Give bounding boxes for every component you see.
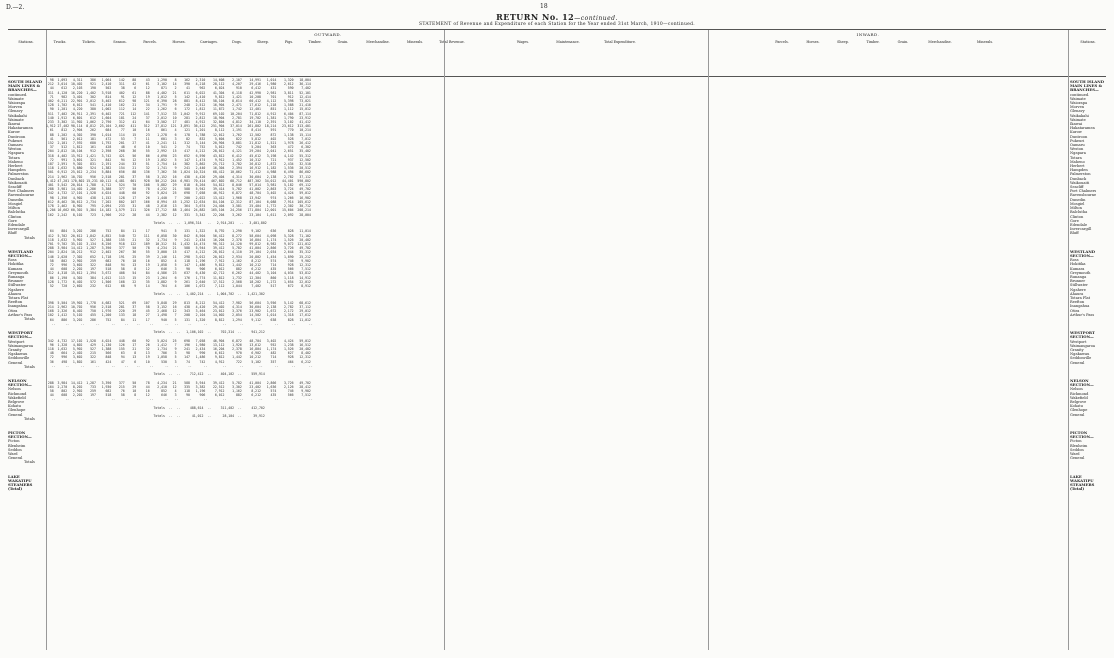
section-title: PICTON SECTION— (8, 430, 32, 440)
col-total-expenditure: Total Expenditure. (604, 40, 636, 44)
station-name: Palmerston (1070, 172, 1091, 177)
station-name: Arthur's Pass (1070, 312, 1095, 317)
station-name: Blenheim (8, 443, 26, 448)
col-total-revenue: Total Revenue. (439, 40, 465, 44)
station-name: Nelson (8, 387, 21, 392)
station-name: Waimate (8, 96, 24, 101)
station-name: Otira (1070, 308, 1080, 313)
station-name: Waikouaiti (8, 180, 28, 185)
station-name: Seddonville (1070, 356, 1092, 361)
section-title: NELSON SECTION— (1070, 378, 1094, 388)
station-name: Ikawai (1070, 122, 1083, 127)
section-title: WESTPORT SECTION— (1070, 330, 1095, 340)
station-name: Waikouaiti (1070, 180, 1090, 185)
station-name: General (8, 456, 23, 461)
station-name: Reefton (1070, 300, 1085, 305)
station-name: General (1070, 412, 1085, 417)
col-merchandise: Merchandise. (366, 40, 390, 44)
station-name: Dunback (1070, 176, 1087, 181)
station-name: General (8, 412, 23, 417)
spacer (1070, 417, 1106, 421)
station-name: Granity (8, 347, 22, 352)
station-name: Blenheim (1070, 443, 1088, 448)
col-stations-left: Stations. (18, 40, 34, 44)
station-name: Brunner (1070, 279, 1086, 284)
table-header (8, 30, 1106, 77)
col-parcels: Parcels. (143, 40, 157, 44)
section-total-label: Totals (24, 416, 35, 421)
station-name: Gore (8, 218, 17, 223)
section-title: SOUTH ISLAND MAIN LINES & BRANCHES— (8, 79, 42, 93)
section-total-label: Totals (24, 364, 35, 369)
station-name: Nelson (1070, 387, 1083, 392)
section-total-label: Totals (24, 316, 35, 321)
station-name: Glenavy (8, 109, 23, 114)
station-name: Mosgiel (1070, 201, 1085, 206)
station-name: Waiorapa (1070, 101, 1088, 106)
station-name: Ngapara (1070, 151, 1086, 156)
station-name: Glenhope (8, 408, 26, 413)
station-name: Brunner (8, 279, 24, 284)
table-body-figures: 98 1,093 4,311 386 1,064 142 88 43 1,290 8 162 2,310 14,608 2,107 14,991 1,014 1,320 18,004 212 3,014 10,402 921 2,410 311 42 61 3,102 14 390 4,218 28,112 4,207 29,416 1,980 2,612 36,114 44 612 2,103 190 502 38 6 12 871 2 41 962 6,024 910 6,412 431 590 7,402 311 4,120 16,220 1,402 3,918 402 61 88 4,402 21 611 6,022 41,304 6,118 42,990 2,981 3,811 52,101 71 982 3,401 302 814 91 12 19 1,012 5 142 1,410 9,812 1,421 10,208 701 912 12,414 402 6,211 22,901 2,012 5,402 612 98 121 6,390 28 881 8,412 58,104 8,614 60,412 4,112 5,398 73,021 128 1,702 6,012 541 1,410 162 21 34 1,791 9 248 2,512 16,904 2,471 17,612 1,218 1,588 21,410 90 1,201 4,220 380 1,002 112 14 22 1,262 6 172 1,812 11,872 1,742 12,401 851 1,112 15,012 511 7,402 26,911 2,391 6,402 721 112 141 7,512 33 1,042 9,912 69,102 10,204 71,812 4,912 6,404 87,114 140 1,912 6,801 612 1,604 181 24 37 2,012 10 281 2,812 18,904 2,781 19,702 1,381 1,790 23,912 233 3,302 11,902 1,062 2,790 312 41 64 3,502 17 481 4,912 32,804 4,812 34,110 2,391 3,102 41,412 1,912 27,402 98,114 8,812 23,104 2,602 411 512 27,812 121 3,891 36,412 251,904 37,014 261,802 18,214 23,612 313,401 61 812 2,904 262 684 77 10 16 861 4 121 1,201 8,112 1,191 8,414 591 770 10,214 88 1,202 4,302 390 1,014 114 15 23 1,278 6 178 1,788 12,012 1,762 12,502 872 1,138 15,114 41 561 2,012 181 472 53 7 11 601 3 82 832 5,604 822 5,812 402 528 7,012 152 2,101 7,592 680 1,792 201 27 41 2,241 11 312 3,144 20,904 3,081 21,812 1,521 1,978 26,412 37 512 1,812 161 428 48 6 10 541 2 74 752 5,012 742 5,204 363 472 6,302 204 2,812 10,104 912 2,398 268 36 55 2,992 15 417 4,212 28,012 4,121 29,204 2,041 2,651 35,402 318 4,402 15,912 1,421 3,742 421 56 86 4,690 23 652 6,590 43,812 6,412 45,612 3,198 4,142 55,312 72 991 3,601 321 842 94 12 19 1,052 5 147 1,474 9,912 1,452 10,312 721 937 12,502 187 2,591 9,302 831 2,191 244 33 51 2,754 14 382 3,862 25,712 3,782 26,812 1,872 2,434 32,510 118 1,632 5,880 524 1,382 154 21 32 1,741 9 241 2,440 16,304 2,394 16,912 1,182 1,536 20,512 501 6,912 25,012 2,234 5,884 656 88 136 7,362 36 1,024 10,324 68,412 10,062 71,412 4,988 6,494 86,602 214 2,962 10,702 956 2,518 281 37 58 3,152 16 438 4,420 29,404 4,314 30,604 2,138 2,782 37,112 3,412 47,201 170,802 15,231 40,112 4,481 601 928 50,212 244 6,981 70,414 467,802 68,712 487,302 34,012 44,401 590,802 401 5,542 20,014 1,788 4,712 524 70 108 5,882 29 818 8,264 54,812 8,046 57,014 3,981 5,182 69,112 288 3,981 14,402 1,286 3,388 377 50 78 4,232 21 588 5,942 39,414 5,782 41,002 2,863 3,724 49,702 342 4,732 17,101 1,528 4,024 448 60 92 5,024 25 698 7,058 46,912 6,872 48,704 3,402 4,424 59,012 98 1,356 4,902 438 1,152 128 17 26 1,440 7 200 2,022 13,412 1,968 13,942 974 1,266 16,902 612 8,462 30,612 2,734 7,202 802 107 166 8,994 45 1,252 12,634 84,104 12,312 87,104 6,088 7,914 105,612 178 2,462 8,902 795 2,094 233 31 48 2,616 13 364 3,674 24,404 3,581 25,404 1,772 2,302 30,712 1,204 16,662 60,302 5,384 14,182 1,579 211 326 17,712 88 2,464 24,882 165,104 24,256 171,804 12,001 15,604 208,214 162 2,242 8,102 723 1,906 212 28 44 2,382 12 331 3,342 22,204 3,262 23,104 1,611 2,092 28,004 Totals .. .. 1,096,314 .. 2,914,201 .. 3,401,802 64 884 3,202 286 752 84 11 17 941 5 131 1,322 8,792 1,290 9,102 636 828 11,014 412 5,702 20,612 1,842 4,852 540 72 111 6,058 30 842 8,504 56,412 8,272 58,604 4,098 5,328 71,102 118 1,632 5,902 527 1,388 155 21 32 1,734 9 241 2,434 16,204 2,378 16,804 1,174 1,526 20,402 701 9,702 35,102 3,134 8,256 918 122 189 10,312 51 1,432 14,474 96,312 14,120 99,812 6,982 9,072 121,012 288 3,984 14,412 1,287 3,390 377 50 78 4,234 21 588 5,944 39,412 5,782 41,004 2,866 3,726 49,702 204 2,824 10,212 912 2,402 267 36 55 3,000 15 417 4,212 28,012 4,110 29,104 2,034 2,644 35,312 146 2,020 7,302 652 1,718 191 25 39 2,146 11 298 3,012 20,012 2,934 20,802 1,454 1,890 25,212 58 802 2,902 259 682 76 10 16 852 4 118 1,196 7,912 1,162 8,212 574 746 9,902 72 996 3,602 322 848 94 13 19 1,058 5 147 1,486 9,812 1,442 10,212 714 928 12,312 44 608 2,202 197 518 58 8 12 646 3 90 906 6,012 882 6,212 435 566 7,512 312 4,318 15,612 1,394 3,672 408 54 84 4,586 23 637 6,430 42,712 6,262 44,402 3,104 4,034 53,812 86 1,190 4,302 384 1,012 113 15 23 1,264 6 176 1,774 11,812 1,732 12,304 860 1,118 14,912 128 1,772 6,402 572 1,506 168 22 35 1,882 9 261 2,640 17,512 2,568 18,202 1,272 1,654 22,012 52 720 2,602 232 612 68 9 14 764 4 106 1,072 7,112 1,044 7,402 517 672 8,912 Totals .. .. 1,402,214 .. 1,004,702 .. 1,421,302 398 5,504 19,902 1,778 4,682 521 69 107 5,848 29 813 8,212 54,412 7,982 56,604 3,956 5,142 68,612 214 2,962 10,702 956 2,518 281 37 58 3,152 16 438 4,420 29,402 4,314 30,604 2,138 2,782 37,112 168 2,326 8,402 750 1,976 220 29 45 2,468 12 343 3,464 23,012 3,376 23,902 1,672 2,172 29,012 102 1,412 5,102 455 1,200 133 18 27 1,498 7 208 2,104 14,002 2,054 14,502 1,014 1,318 17,612 64 886 3,202 286 752 84 11 17 940 5 131 1,320 8,812 1,294 9,112 638 828 11,012 .. .. .. .. .. .. .. .. .. .. .. .. .. .. .. .. .. .. Totals .. .. 1,106,102 .. 702,314 .. 941,212 342 4,732 17,102 1,528 4,024 448 60 92 5,024 25 698 7,058 46,904 6,872 48,704 3,402 4,424 59,012 96 1,328 4,802 429 1,130 126 17 26 1,412 7 196 1,980 13,112 1,926 13,612 952 1,238 16,512 118 1,632 5,902 527 1,388 155 21 32 1,734 9 241 2,434 16,204 2,378 16,804 1,174 1,526 20,402 48 664 2,402 215 566 63 8 13 706 3 98 990 6,612 970 6,902 482 627 8,402 72 996 3,602 322 848 94 13 19 1,058 5 147 1,486 9,812 1,442 10,212 714 928 12,312 36 498 1,802 161 424 47 6 10 530 3 74 742 4,912 722 5,102 357 464 6,212 .. .. .. .. .. .. .. .. .. .. .. .. .. .. .. .. .. .. Totals .. .. 712,412 .. 404,102 .. 559,914 288 3,984 14,412 1,287 3,390 377 50 78 4,234 21 588 5,944 39,412 5,782 41,004 2,866 3,726 49,702 164 2,270 8,202 733 1,930 215 29 44 2,410 12 335 3,382 22,512 3,302 23,402 1,636 2,126 28,412 58 802 2,902 259 682 76 10 16 852 4 118 1,196 7,912 1,162 8,212 574 746 9,902 44 608 2,202 197 518 58 8 12 646 3 90 906 6,012 882 6,212 435 566 7,512 .. .. .. .. .. .. .. .. .. .. .. .. .. .. .. .. .. .. Totals .. .. 488,614 .. 311,402 .. 412,702 Totals .. .. 41,012 .. 28,104 .. 39,912 (46, 78, 313, 419)
station-name: Milton (1070, 206, 1082, 211)
station-name: Invercargill (8, 227, 30, 232)
station-name: Hokitika (1070, 262, 1086, 267)
station-name: Ward (8, 452, 18, 457)
station-name: Totara Flat (8, 295, 29, 300)
station-name: continued. (8, 92, 28, 97)
spacer (1070, 365, 1106, 369)
station-name: Waimangaroa (1070, 343, 1096, 348)
return-title-continued: —continued. (574, 15, 618, 22)
station-name: Kohatu (1070, 404, 1083, 409)
station-name: Westport (1070, 339, 1087, 344)
station-name: Seddonville (8, 356, 30, 361)
station-name: Clinton (8, 214, 22, 219)
station-name: Duntroon (1070, 134, 1088, 139)
col-in-timber: Timber. (866, 40, 880, 44)
station-name: Seddon (8, 447, 22, 452)
station-name: Wakefield (1070, 395, 1088, 400)
station-name: Ward (1070, 452, 1080, 457)
station-name: Invercargill (1070, 227, 1092, 232)
station-name: Oamaru (1070, 143, 1085, 148)
col-horses: Horses. (172, 40, 186, 44)
station-name: Runanga (1070, 274, 1087, 279)
station-name: Bluff (1070, 231, 1079, 236)
col-carriages: Carriages. (200, 40, 218, 44)
station-name: Ross (1070, 258, 1079, 263)
station-name: Hampden (8, 168, 26, 173)
col-in-minerals: Minerals. (976, 40, 994, 44)
station-name: Ross (8, 258, 17, 263)
col-trucks: Trucks. (53, 40, 67, 44)
station-name: Otira (8, 308, 18, 313)
col-pigs: Pigs. (284, 40, 294, 44)
station-name: Totara Flat (1070, 295, 1091, 300)
statement-subtitle: STATEMENT of Revenue and Expenditure of each Station for the Year ended 31st March, 1910—continued. (418, 22, 696, 27)
col-in-parcels: Parcels. (775, 40, 789, 44)
station-name: Waiorapa (8, 101, 26, 106)
station-name: Maheno (8, 159, 23, 164)
section-title: WESTLAND SECTION— (8, 248, 34, 258)
col-season: Season. (113, 40, 127, 44)
station-name: Dunedin (8, 197, 24, 202)
col-tickets: Tickets. (82, 40, 96, 44)
station-name: Bluff (8, 231, 17, 236)
station-name: Seacliff (1070, 185, 1084, 190)
station-name: Hakataramea (1070, 126, 1095, 131)
station-name: Richmond (1070, 391, 1089, 396)
station-name: Pukeuri (8, 138, 23, 143)
return-title-text: RETURN No. 12 (496, 12, 575, 22)
col-grain: Grain. (337, 40, 349, 44)
station-name: Weston (8, 147, 22, 152)
section-total-label: Totals (24, 460, 35, 465)
station-name: Port Chalmers (8, 189, 35, 194)
station-name: Weston (1070, 147, 1084, 152)
col-wages: Wages. (516, 40, 530, 44)
station-name: continued. (1070, 92, 1090, 97)
station-name: Inangahua (1070, 304, 1090, 309)
station-name: Belgrove (8, 400, 25, 405)
station-name: Port Chalmers (1070, 189, 1097, 194)
station-name: Duntroon (8, 134, 26, 139)
station-name: Clinton (1070, 214, 1084, 219)
station-name: Stillwater (8, 283, 26, 288)
station-name: Totara (1070, 155, 1082, 160)
station-name: Waimate (8, 117, 24, 122)
station-name: Balclutha (8, 210, 26, 215)
section-title: WESTLAND SECTION— (1070, 248, 1096, 258)
revenue-table (8, 29, 1106, 650)
station-name: Milton (8, 206, 20, 211)
station-name: Greymouth (1070, 270, 1091, 275)
station-name: Totara (8, 155, 20, 160)
station-name: Picton (8, 439, 20, 444)
station-name: Wakefield (8, 395, 26, 400)
station-name: Reefton (8, 300, 23, 305)
station-name: Arthur's Pass (8, 312, 33, 317)
section-title: NELSON SECTION— (8, 378, 32, 388)
station-name: Seddon (1070, 447, 1084, 452)
col-sheep: Sheep. (257, 40, 269, 44)
section-total-label: Totals (24, 235, 35, 240)
station-name: Richmond (8, 391, 27, 396)
station-name: Ngakawau (1070, 352, 1090, 357)
col-maintenance: Maintenance. (556, 40, 580, 44)
station-name: Edendale (1070, 222, 1088, 227)
col-in-sheep: Sheep. (837, 40, 849, 44)
station-name: Hampden (1070, 168, 1088, 173)
station-name: Morven (1070, 105, 1085, 110)
station-name: Mosgiel (8, 201, 23, 206)
station-name: Dunback (8, 176, 25, 181)
station-name: Balclutha (1070, 210, 1088, 215)
station-name: Dunedin (1070, 197, 1086, 202)
station-name: Herbert (8, 164, 23, 169)
station-name: Kumara (8, 266, 23, 271)
station-name: General (8, 360, 23, 365)
station-name: Ahaura (8, 291, 22, 296)
station-name: Palmerston (8, 172, 29, 177)
station-name: Ahaura (1070, 291, 1084, 296)
col-timber: Timber. (308, 40, 322, 44)
station-name: Greymouth (8, 270, 29, 275)
station-name: Waikakahi (8, 113, 27, 118)
station-name: Ikawai (8, 122, 21, 127)
page-number: 18 (540, 3, 548, 10)
document-reference: D.—2. (6, 4, 25, 11)
return-title (0, 12, 1114, 22)
station-name: General (1070, 456, 1085, 461)
station-name: Ravensbourne (1070, 193, 1097, 198)
col-in-grain: Grain. (897, 40, 909, 44)
col-stations-right: Stations. (1080, 40, 1096, 44)
station-name: Seacliff (8, 185, 22, 190)
group-inward: INWARD. (856, 32, 880, 37)
station-name: Belgrove (1070, 400, 1087, 405)
station-name: Ngahere (1070, 287, 1086, 292)
section-title: WESTPORT SECTION— (8, 330, 33, 340)
station-names-left (8, 78, 44, 491)
spacer (1070, 317, 1106, 321)
spacer (1070, 460, 1106, 464)
station-name: Hakataramea (8, 126, 33, 131)
col-dogs: Dogs. (232, 40, 242, 44)
section-title: SOUTH ISLAND MAIN LINES & BRANCHES— (1070, 79, 1104, 93)
station-name: Picton (1070, 439, 1082, 444)
station-name: Gore (1070, 218, 1079, 223)
station-name: Westport (8, 339, 25, 344)
station-name: Glenhope (1070, 408, 1088, 413)
station-name: Glenavy (1070, 109, 1085, 114)
station-name: Granity (1070, 347, 1084, 352)
station-name: Waimangaroa (8, 343, 34, 348)
station-name: Kumara (1070, 266, 1085, 271)
col-minerals: Minerals. (406, 40, 424, 44)
station-name: Herbert (1070, 164, 1085, 169)
station-names-right (1070, 78, 1106, 491)
section-title: LAKE WAKATIPU STEAMERS (Total) (8, 473, 33, 492)
station-name: Waimate (1070, 96, 1086, 101)
station-name: Maheno (1070, 159, 1085, 164)
station-name: Kurow (1070, 130, 1082, 135)
station-name: Ravensbourne (8, 193, 35, 198)
column-rule (1068, 30, 1069, 650)
station-name: Inangahua (8, 304, 28, 309)
section-title: LAKE WAKATIPU STEAMERS (Total) (1070, 473, 1095, 492)
col-in-merchandise: Merchandise. (928, 40, 952, 44)
group-outward: OUTWARD. (314, 32, 342, 37)
station-name: Oamaru (8, 143, 23, 148)
station-name: Ngahere (8, 287, 24, 292)
station-name: Stillwater (1070, 283, 1088, 288)
station-name: Hokitika (8, 262, 24, 267)
station-name: Edendale (8, 222, 26, 227)
col-in-horses: Horses. (806, 40, 820, 44)
station-name: Pukeuri (1070, 138, 1085, 143)
spacer (1070, 236, 1106, 240)
station-name: Ngakawau (8, 352, 28, 357)
station-name: General (1070, 360, 1085, 365)
station-name: Runanga (8, 274, 25, 279)
station-name: Ngapara (8, 151, 24, 156)
station-name: Waimate (1070, 117, 1086, 122)
station-name: Morven (8, 105, 23, 110)
station-name: Kurow (8, 130, 20, 135)
station-name: Kohatu (8, 404, 21, 409)
station-name: Waikakahi (1070, 113, 1089, 118)
section-title: PICTON SECTION— (1070, 430, 1094, 440)
